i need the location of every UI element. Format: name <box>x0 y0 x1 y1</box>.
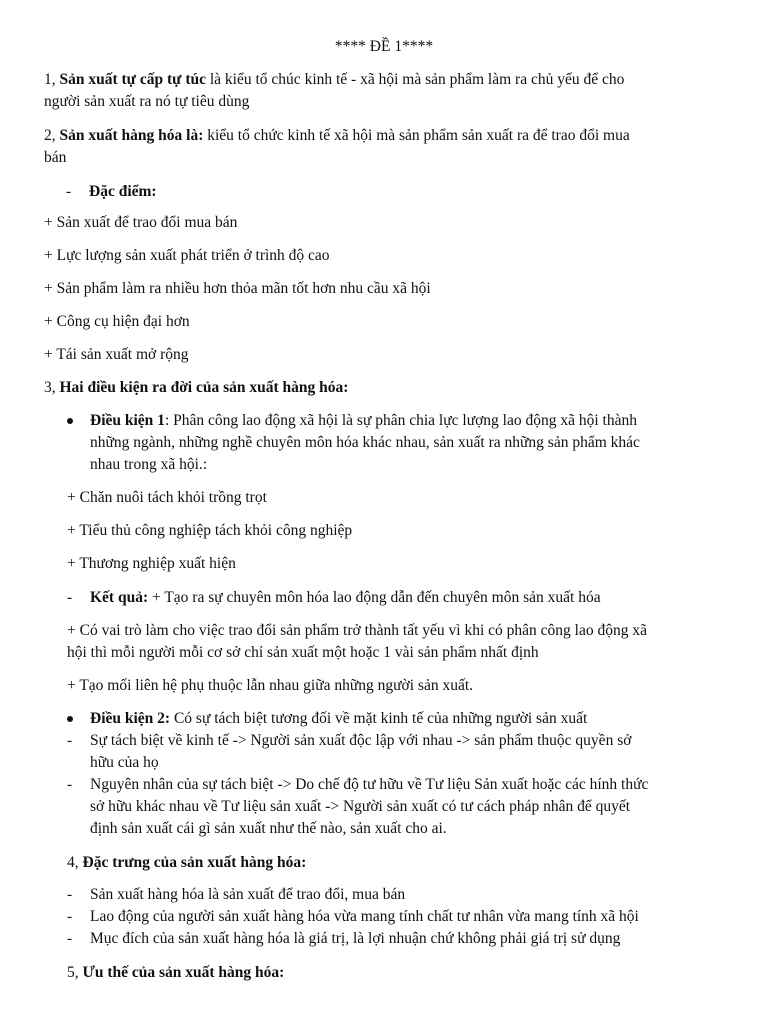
paragraph-5-prefix: 5, <box>67 964 83 981</box>
dieu-kien-1 <box>90 410 768 432</box>
dash-marker: - <box>67 589 73 606</box>
paragraph-4 <box>67 852 768 874</box>
dash-marker: - <box>67 886 73 903</box>
dac-diem-item: + Lực lượng sản xuất phát triển ở trình độ cao <box>44 247 330 264</box>
paragraph-2-cont: bán <box>44 149 67 166</box>
bullet-dot <box>67 716 73 722</box>
ket-qua-label: Kết quả: <box>90 589 149 606</box>
dash-marker: - <box>67 908 73 925</box>
paragraph-4-heading: Đặc trưng của sản xuất hàng hóa: <box>82 854 307 871</box>
ket-qua-extra: + Tạo mối liên hệ phụ thuộc lẫn nhau giữa những người sản xuất. <box>67 677 474 694</box>
paragraph-3 <box>44 377 768 399</box>
bullet-dot <box>67 418 73 424</box>
dac-diem-item: + Sản phẩm làm ra nhiều hơn thỏa mãn tốt hơn nhu cầu xã hội <box>44 280 431 297</box>
ket-qua-extra: + Có vai trò làm cho việc trao đổi sản phẩm trở thành tất yếu vì khi có phân công lao động xã <box>67 622 647 639</box>
dac-diem-item: + Công cụ hiện đại hơn <box>44 313 190 330</box>
dieu-kien-1-cont: nhau trong xã hội.: <box>90 456 208 473</box>
ket-qua-extra-cont: hội thì mỗi người mỗi cơ sở chỉ sản xuất một hoặc 1 vài sản phẩm nhất định <box>67 644 539 661</box>
dac-diem-item: + Sản xuất để trao đổi mua bán <box>44 214 238 231</box>
paragraph-1-term: Sản xuất tự cấp tự túc <box>59 71 206 88</box>
paragraph-5 <box>67 962 768 984</box>
paragraph-2-prefix: 2, <box>44 127 60 144</box>
ket-qua-text: + Tạo ra sự chuyên môn hóa lao động dẫn đến chuyên môn sản xuất hóa <box>148 589 601 606</box>
dieu-kien-2-text: Có sự tách biệt tương đối về mặt kinh tế của những người sản xuất <box>170 710 588 727</box>
dash-text: Mục đích của sản xuất hàng hóa là giá trị, là lợi nhuận chứ không phải giá trị sử dụng <box>90 930 621 947</box>
dash-marker: - <box>67 930 73 947</box>
paragraph-5-heading: Ưu thế của sản xuất hàng hóa: <box>82 964 285 981</box>
dieu-kien-2-label: Điều kiện 2: <box>90 710 171 727</box>
dieu-kien-2-dash-1-cont: hữu của họ <box>90 754 159 771</box>
dieu-kien-1-item: + Chăn nuôi tách khỏi trồng trọt <box>67 489 267 506</box>
dash-text: Sự tách biệt về kinh tế -> Người sản xuất độc lập với nhau -> sản phẩm thuộc quyền sở <box>90 732 632 749</box>
paragraph-1 <box>44 69 768 91</box>
paragraph-3-prefix: 3, <box>44 379 60 396</box>
dieu-kien-1-item: + Tiểu thủ công nghiệp tách khỏi công nghiệp <box>67 522 353 539</box>
document-title: **** ĐỀ 1**** <box>334 38 434 55</box>
dieu-kien-1-item: + Thương nghiệp xuất hiện <box>67 555 236 572</box>
paragraph-2-term: Sản xuất hàng hóa là: <box>59 127 204 144</box>
paragraph-2-text: kiểu tổ chức kinh tế xã hội mà sản phẩm sản xuất ra để trao đổi mua <box>203 127 630 144</box>
paragraph-4-prefix: 4, <box>67 854 83 871</box>
paragraph-3-heading: Hai điều kiện ra đời của sản xuất hàng hóa: <box>59 379 349 396</box>
paragraph-1-text: là kiểu tổ chúc kinh tế - xã hội mà sản phẩm làm ra chủ yếu để cho <box>206 71 625 88</box>
paragraph-1-prefix: 1, <box>44 71 60 88</box>
dieu-kien-2-dash-2-cont: sở hữu khác nhau về Tư liệu sản xuất -> Người sản xuất có tư cách pháp nhân để quyết <box>90 798 631 815</box>
dash-marker: - <box>66 183 72 200</box>
dac-diem-item: + Tái sản xuất mở rộng <box>44 346 189 363</box>
dash-text: Nguyên nhân của sự tách biệt -> Do chế độ tư hữu về Tư liệu Sản xuất hoặc các hính thức <box>90 776 649 793</box>
paragraph-1-cont: người sản xuất ra nó tự tiêu dùng <box>44 93 250 110</box>
paragraph-2 <box>44 125 768 147</box>
dash-marker: - <box>67 776 73 793</box>
dieu-kien-2-dash-2-cont: định sản xuất cái gì sản xuất như thế nào, sản xuất cho ai. <box>90 820 447 837</box>
dieu-kien-1-label: Điều kiện 1 <box>90 412 165 429</box>
dieu-kien-1-text: : Phân công lao động xã hội là sự phân chia lực lượng lao động xã hội thành <box>164 412 637 429</box>
dieu-kien-1-cont: những ngành, những nghề chuyên môn hóa khác nhau, sản xuất ra những sản phẩm khác <box>90 434 640 451</box>
dash-text: Sản xuất hàng hóa là sản xuất để trao đổi, mua bán <box>90 886 406 903</box>
dac-diem-label: Đặc điểm: <box>89 183 157 200</box>
dash-marker: - <box>67 732 73 749</box>
dieu-kien-2 <box>90 708 768 730</box>
dash-text: Lao động của người sản xuất hàng hóa vừa mang tính chất tư nhân vừa mang tính xã hội <box>90 908 639 925</box>
